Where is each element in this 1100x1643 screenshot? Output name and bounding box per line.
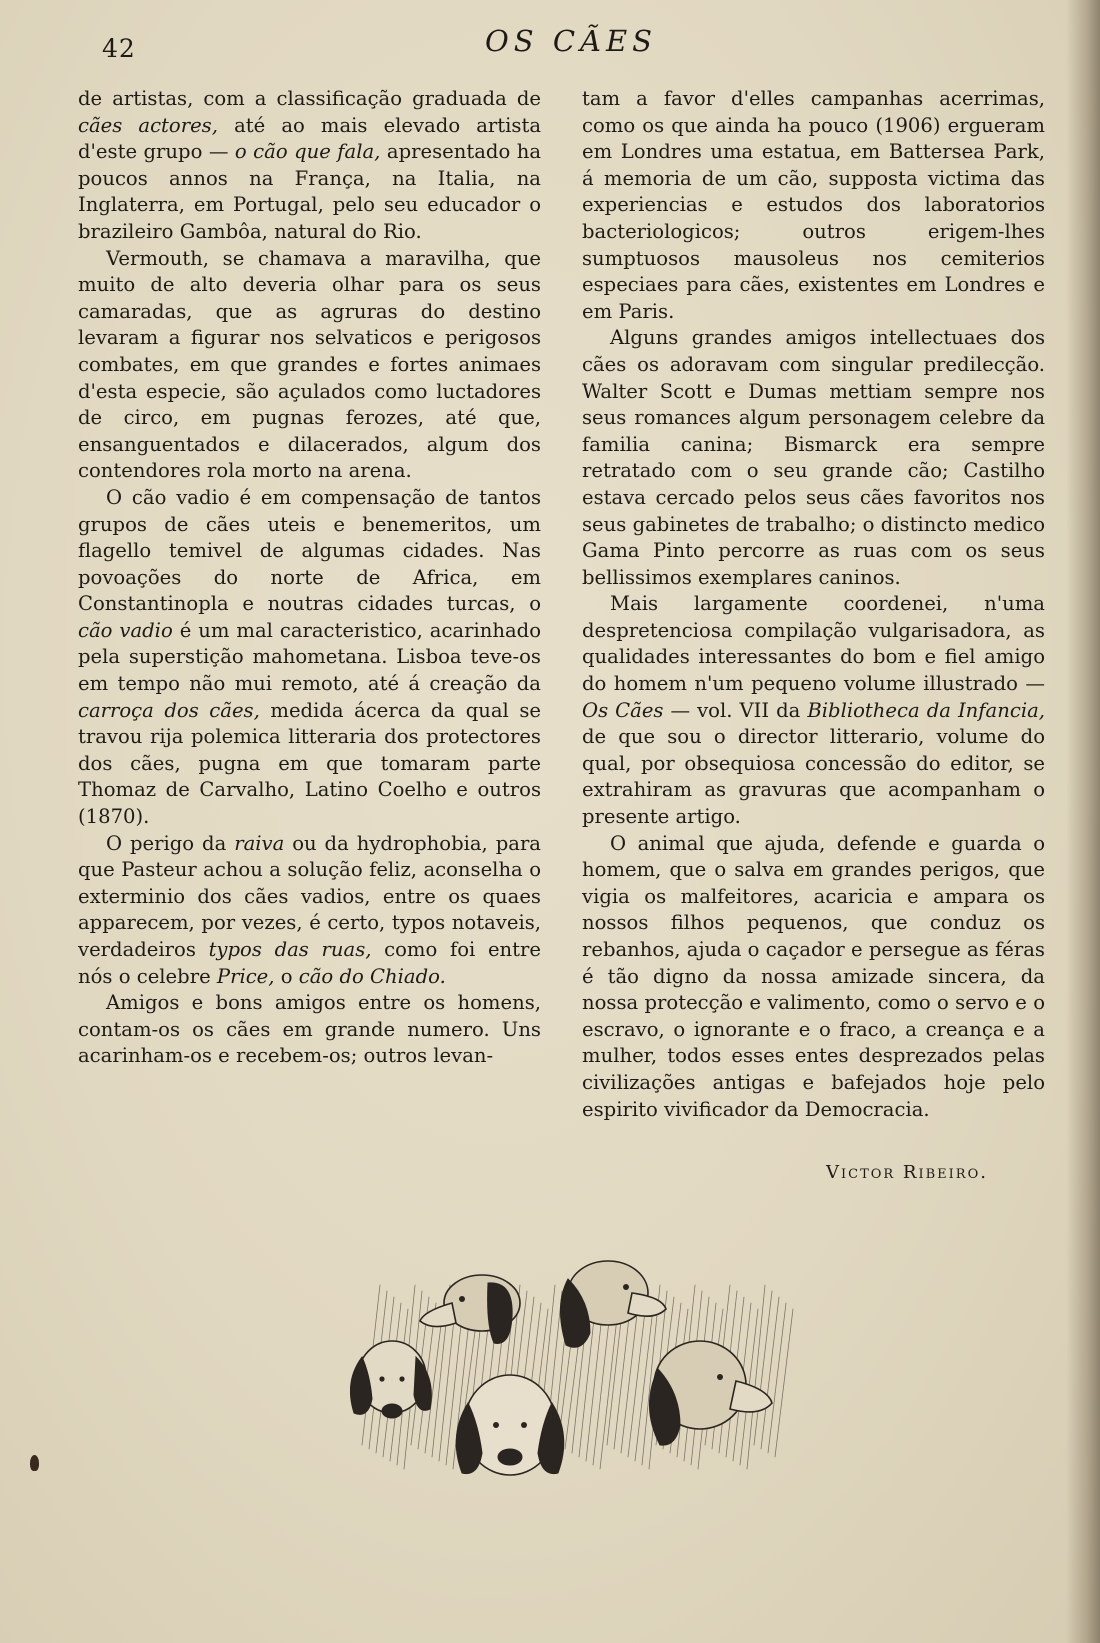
- paragraph: [582, 86, 1045, 325]
- italic-run: cão vadio: [78, 618, 173, 642]
- text-run: Amigos e bons amigos entre os homens, contam-os os cães em grande numero. Uns acarinham-os e recebem-os; outros levan-: [78, 991, 541, 1068]
- paragraph: [78, 990, 541, 1070]
- text-run: é um mal caracteristico, acarinhado pela superstição mahometana. Lisboa teve-os em tempo não mui remoto, até á creação da: [78, 618, 541, 696]
- dog-head-5: [649, 1341, 772, 1445]
- text-run: de que sou o director litterario, volume do qual, por obsequiosa concessão do editor, se extrahiram as gravuras que acompanham o presente artigo.: [582, 725, 1045, 829]
- paragraph: [78, 485, 541, 831]
- text-run: apresentado ha poucos annos na França, na Italia, na Inglaterra, em Portugal, pelo seu educador o brazileiro Gambôa, natural do Rio.: [78, 140, 541, 243]
- author-signature: Victor Ribeiro.: [826, 1162, 988, 1183]
- paragraph: [78, 246, 541, 485]
- italic-run: Bibliotheca da Infancia,: [807, 698, 1046, 722]
- right-column: [582, 86, 1045, 1123]
- text-run: O cão vadio é em compensação de tantos grupos de cães uteis e benemeritos, um flagello temivel de algumas cidades. Nas povoações do norte de Africa, em Constantinopla e noutras cidades turcas, o: [78, 485, 541, 616]
- dog-heads-icon: [350, 1261, 793, 1475]
- text-run: como foi entre nós o celebre: [78, 938, 542, 988]
- dog-heads-illustration: [350, 1245, 820, 1490]
- paragraph: [582, 591, 1045, 830]
- italic-run: raiva: [234, 831, 285, 855]
- text-run: ou da hydrophobia, para que Pasteur achou a solução feliz, aconselha o exterminio dos cães vadios, entre os quaes apparecem, por vezes, é certo, typos notaveis, verdadeiros: [78, 831, 541, 961]
- text-run: até ao mais elevado artista d'este grupo —: [78, 113, 542, 164]
- left-column: [78, 86, 541, 1070]
- ink-stain: [30, 1455, 39, 1471]
- text-run: Vermouth, se chamava a maravilha, que muito de alto deveria olhar para os seus camaradas, que as agruras do destino levaram a figurar nos selvaticos e perigosos combates, em que grandes e fortes animaes d'esta especie, são açulados como luctadores de circo, em pugnas ferozes, até que, ensanguentados e dilacerados, algum dos contendores rola morto na arena.: [78, 246, 541, 483]
- dog-head-3: [350, 1341, 431, 1418]
- text-run: de artistas, com a classificação graduada de: [78, 87, 541, 110]
- italic-run: Price,: [216, 964, 275, 988]
- page-header: [0, 0, 1100, 70]
- dog-head-4: [456, 1375, 564, 1475]
- paragraph: [78, 831, 541, 991]
- text-run: — vol. VII da: [663, 698, 808, 722]
- dog-head-1: [420, 1275, 520, 1343]
- text-run: Mais largamente coordenei, n'uma despretenciosa compilação vulgarisadora, as qualidades interessantes do bom e fiel amigo do homem n'um pequeno volume illustrado —: [582, 592, 1045, 696]
- paragraph: [582, 831, 1045, 1124]
- italic-run: typos das ruas,: [208, 938, 372, 961]
- italic-run: Os Cães: [582, 698, 664, 722]
- running-title: OS CÃES: [485, 24, 658, 58]
- page-number: 42: [102, 34, 136, 63]
- text-run: Alguns grandes amigos intellectuaes dos cães os adoravam com singular predilecção. Walter Scott e Dumas mettiam sempre nos seus romances algum personagem celebre da familia canina; Bismarck era sempre retratado com o seu grande cão; Castilho estava cercado pelos seus cães favoritos nos seus gabinetes de trabalho; o distincto medico Gama Pinto percorre as ruas com os seus bellissimos exemplares caninos.: [582, 326, 1045, 589]
- text-run: O perigo da: [106, 831, 235, 855]
- text-run: tam a favor d'elles campanhas acerrimas, como os que ainda ha pouco (1906) ergueram em Londres uma estatua, em Battersea Park, á memoria de um cão, supposta victima das experiencias e estudos dos laboratorios bacteriologicos; outros erigem-lhes sumptuosos mausoleus nos cemiterios especiaes para cães, existentes em Londres e em Paris.: [582, 87, 1045, 323]
- binding-shadow: [1066, 0, 1100, 1643]
- italic-run: carroça dos cães,: [78, 698, 260, 722]
- text-run: medida ácerca da qual se travou rija polemica litteraria dos protectores dos cães, pugna em que tomaram parte Thomaz de Carvalho, Latino Coelho e outros (1870).: [78, 698, 541, 829]
- italic-run: o cão que fala,: [234, 140, 381, 164]
- paragraph: [78, 86, 541, 246]
- paragraph: [582, 325, 1045, 591]
- italic-run: cães actores,: [78, 113, 218, 137]
- italic-run: cão do Chiado.: [298, 964, 446, 988]
- text-run: o: [274, 964, 299, 988]
- text-run: O animal que ajuda, defende e guarda o homem, que o salva em grandes perigos, que vigia os malfeitores, acaricia e ampara os nossos filhos pequenos, que conduz os rebanhos, ajuda o caçador e persegue as féras é tão digno da nossa amizade sincera, da nossa protecção e valimento, como o servo e o escravo, o ignorante e o fraco, a creança e a mulher, todos esses entes desprezados pelas civilizações antigas e bafejados hoje pelo espirito vivificador da Democracia.: [582, 831, 1045, 1121]
